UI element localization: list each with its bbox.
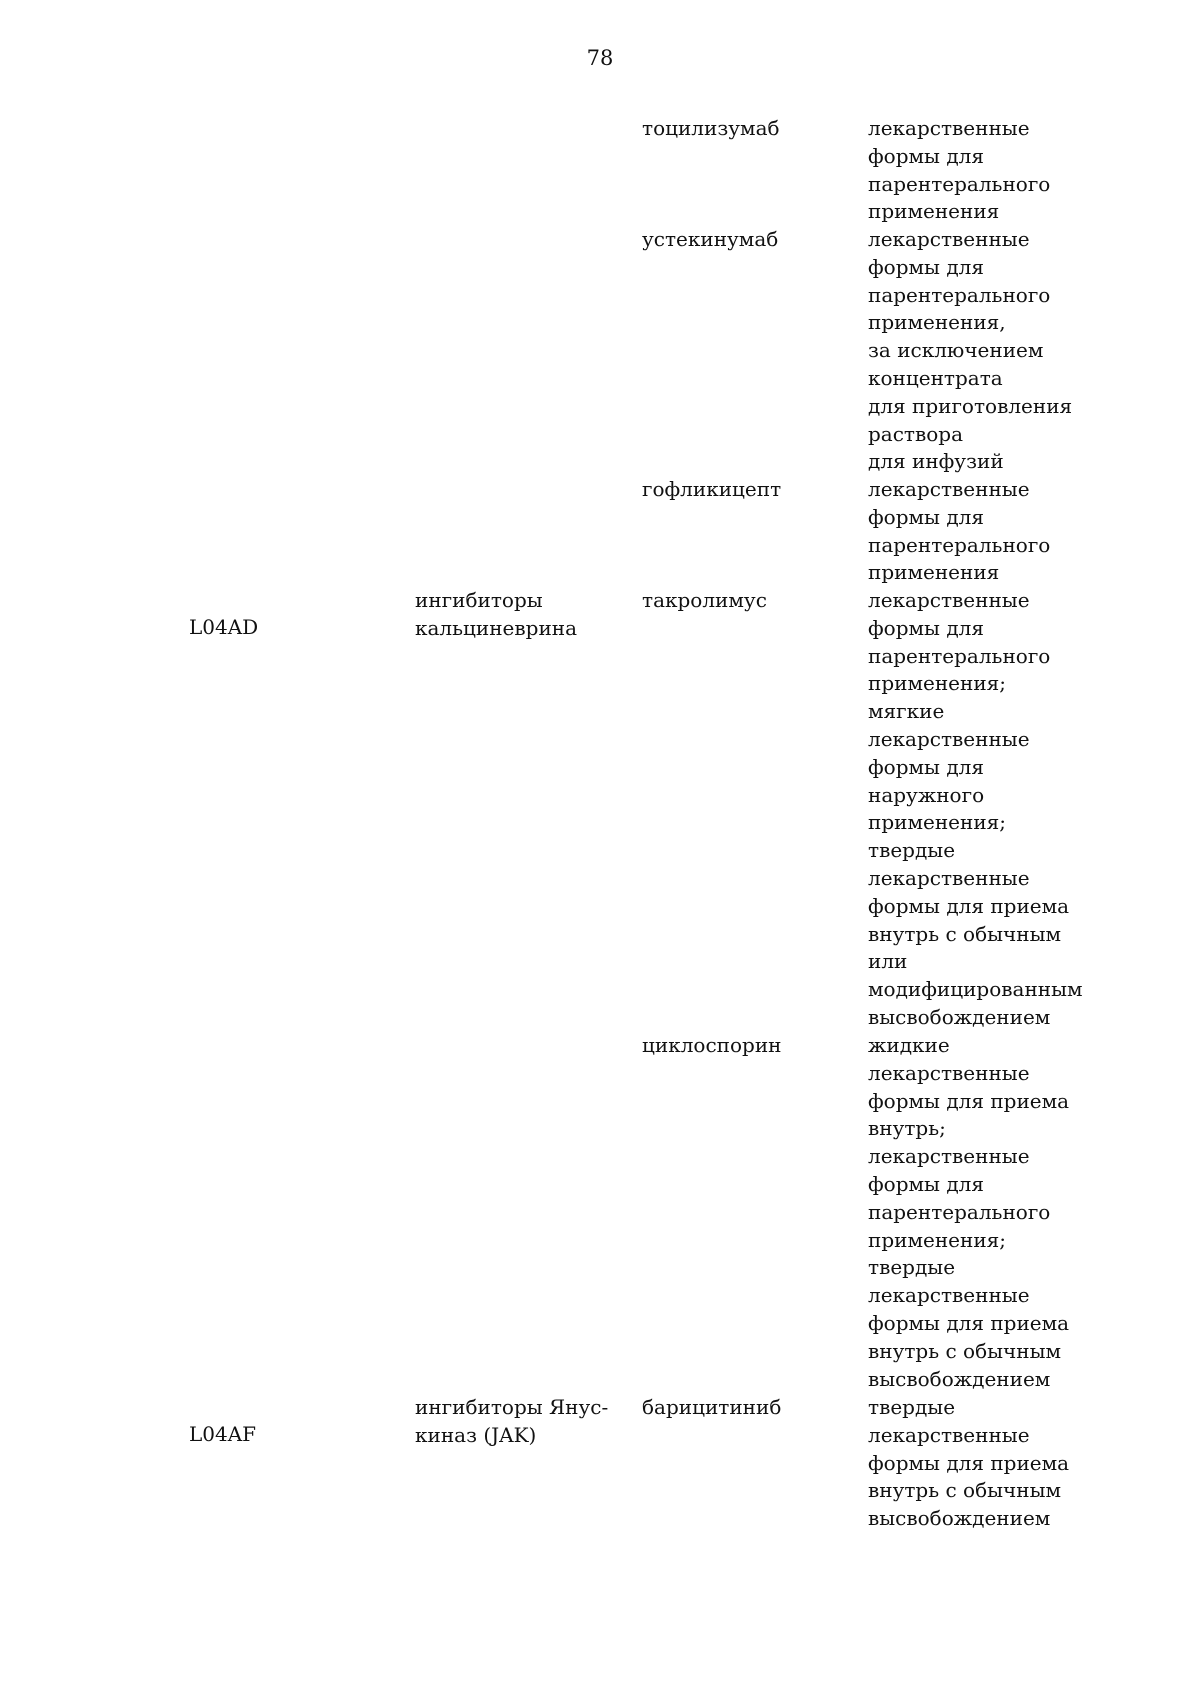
drug-name-ustekinumab: устекинумаб (642, 227, 779, 251)
group-name-calcineurin-inhibitors: ингибиторы кальциневрина (415, 588, 578, 640)
atc-code-l04af: L04AF (189, 1422, 257, 1446)
dosage-form-tocilizumab: лекарственные формы для парентерального применения (868, 116, 1051, 224)
drug-name-baricitinib: барицитиниб (642, 1395, 782, 1419)
page-number: 78 (586, 46, 614, 70)
dosage-form-ciclosporin: жидкие лекарственные формы для приема внутрь; лекарственные формы для парентерального применения; твердые лекарственные формы для приема внутрь с обычным высвобождением (868, 1033, 1070, 1391)
dosage-form-tacrolimus: лекарственные формы для парентерального применения; мягкие лекарственные формы для наружного применения; твердые лекарственные формы для приема внутрь с обычным или модифицированным высвобождением (868, 588, 1083, 1029)
dosage-form-ustekinumab: лекарственные формы для парентерального применения, за исключением концентрата для приготовления раствора для инфузий (868, 227, 1073, 474)
drug-name-goflikicept: гофликицепт (642, 477, 782, 501)
group-name-jak-inhibitors: ингибиторы Янус- киназ (JAK) (415, 1395, 609, 1447)
dosage-form-baricitinib: твердые лекарственные формы для приема внутрь с обычным высвобождением (868, 1395, 1070, 1531)
atc-code-l04ad: L04AD (189, 615, 259, 639)
drug-name-ciclosporin: циклоспорин (642, 1033, 782, 1057)
drug-name-tacrolimus: такролимус (642, 588, 767, 612)
dosage-form-goflikicept: лекарственные формы для парентерального применения (868, 477, 1051, 585)
drug-name-tocilizumab: тоцилизумаб (642, 116, 780, 140)
